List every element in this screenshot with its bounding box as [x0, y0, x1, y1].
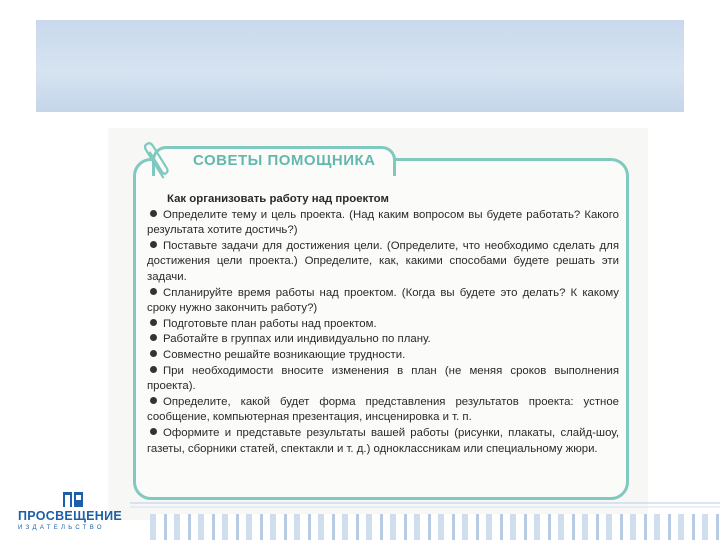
bullet-icon [150, 397, 157, 404]
list-item: Определите тему и цель проекта. (Над каким вопросом вы будете работать? Какого результата хотите достичь?) [147, 208, 619, 237]
bullet-icon [150, 288, 157, 295]
list-item: Работайте в группах или индивидуально по плану. [147, 332, 619, 348]
footer-stripes [150, 514, 720, 540]
publisher-logo [18, 490, 130, 534]
bullet-icon [150, 241, 157, 248]
tips-heading: Как организовать работу над проектом [167, 193, 389, 205]
list-item: При необходимости вносите изменения в план (не меняя сроков выполнения проекта). [147, 364, 619, 393]
bullet-icon [150, 210, 157, 217]
publisher-name: ПРОСВЕЩЕНИЕ [18, 509, 122, 523]
title-banner [36, 20, 684, 112]
publisher-subtitle: ИЗДАТЕЛЬСТВО [18, 525, 105, 531]
list-item: Поставьте задачи для достижения цели. (Определите, что необходимо сделать для достижения цели проекта.) Определите, как, какими способами будете решать эти задачи. [147, 239, 619, 283]
bullet-icon [150, 366, 157, 373]
tips-content [147, 192, 619, 457]
list-item: Определите, какой будет форма представления результатов проекта: устное сообщение, компьютерная презентация, инсценировка и т. п. [147, 395, 619, 424]
bullet-icon [150, 428, 157, 435]
bullet-icon [150, 350, 157, 357]
list-item: Спланируйте время работы над проектом. (Когда вы будете это делать? К какому сроку нужно закончить работу?) [147, 286, 619, 315]
list-item: Оформите и представьте результаты вашей работы (рисунки, плакаты, слайд-шоу, газеты, сборники статей, спектакли и т. д.) одноклассникам или специальному жюри. [147, 426, 619, 455]
publisher-mark-icon [62, 490, 84, 508]
tips-label: СОВЕТЫ ПОМОЩНИКА [193, 152, 376, 169]
bullet-icon [150, 334, 157, 341]
bullet-icon [150, 319, 157, 326]
list-item: Подготовьте план работы над проектом. [147, 317, 619, 333]
list-item: Совместно решайте возникающие трудности. [147, 348, 619, 364]
